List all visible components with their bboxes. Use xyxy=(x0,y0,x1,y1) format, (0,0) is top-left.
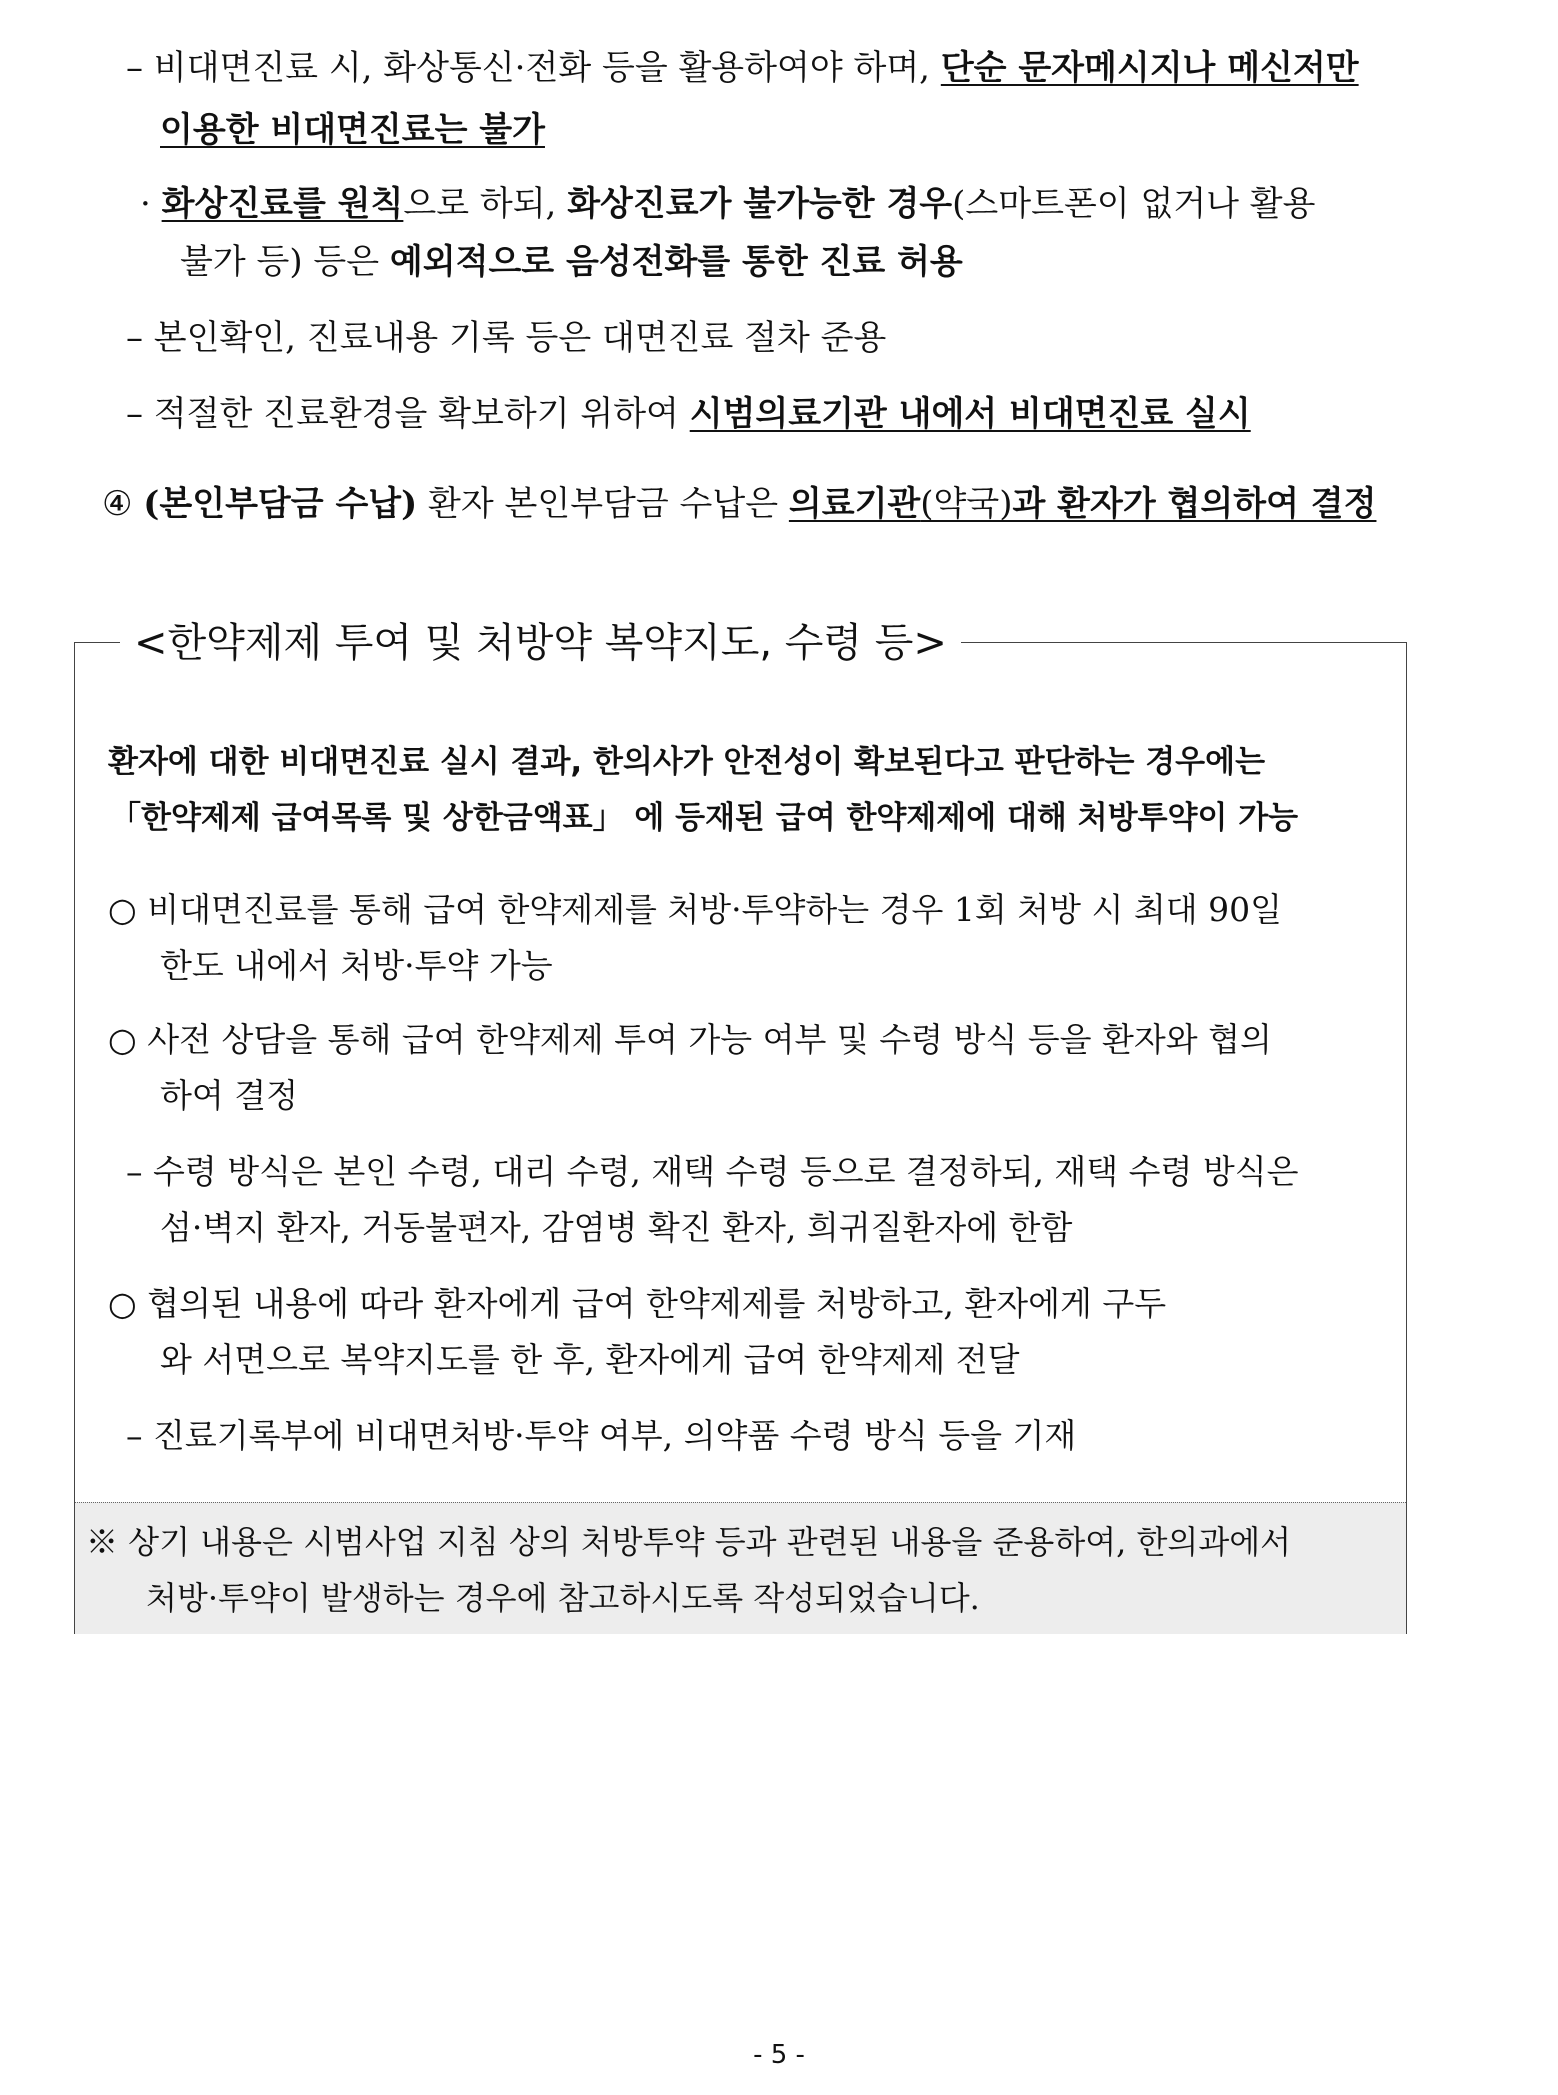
top-line-3: · 화상진료를 원칙으로 하되, 화상진료가 불가능한 경우(스마트폰이 없거나 활용 xyxy=(140,184,1316,224)
info-box xyxy=(74,642,1407,1634)
top-line-4: 불가 등) 등은 예외적으로 음성전화를 통한 진료 허용 xyxy=(180,242,963,282)
top-line-5: – 본인확인, 진료내용 기록 등은 대면진료 절차 준용 xyxy=(126,318,887,358)
box-item-2b: 하여 결정 xyxy=(160,1076,299,1115)
box-intro-line-2: 「한약제제 급여목록 및 상한금액표」 에 등재된 급여 한약제제에 대해 처방투약이 가능 xyxy=(110,800,1299,836)
box-item-5: – 진료기록부에 비대면처방·투약 여부, 의약품 수령 방식 등을 기재 xyxy=(126,1416,1077,1455)
box-item-1a: ○ 비대면진료를 통해 급여 한약제제를 처방·투약하는 경우 1회 처방 시 최대 90일 xyxy=(108,890,1282,929)
page-number: - 5 - xyxy=(753,2040,805,2070)
box-item-3b: 섬·벽지 환자, 거동불편자, 감염병 확진 환자, 희귀질환자에 한함 xyxy=(160,1208,1073,1247)
emphasis-text: 단순 문자메시지나 메신저만 xyxy=(940,48,1359,88)
box-intro-line-1: 환자에 대한 비대면진료 실시 결과, 한의사가 안전성이 확보된다고 판단하는 경우에는 xyxy=(108,744,1266,780)
note-line-2: 처방·투약이 발생하는 경우에 참고하시도록 작성되었습니다. xyxy=(146,1579,980,1617)
box-title: <한약제제 투여 및 처방약 복약지도, 수령 등> xyxy=(120,618,961,668)
top-line-7: ④ (본인부담금 수납) 환자 본인부담금 수납은 의료기관(약국)과 환자가 협의하여 결정 xyxy=(102,484,1377,524)
top-line-1: – 비대면진료 시, 화상통신·전화 등을 활용하여야 하며, 단순 문자메시지나 메신저만 xyxy=(126,48,1359,88)
box-item-3a: – 수령 방식은 본인 수령, 대리 수령, 재택 수령 등으로 결정하되, 재택 수령 방식은 xyxy=(126,1152,1299,1191)
top-line-2: 이용한 비대면진료는 불가 xyxy=(160,110,545,150)
box-item-1b: 한도 내에서 처방·투약 가능 xyxy=(160,946,553,985)
note-line-1: ※ 상기 내용은 시범사업 지침 상의 처방투약 등과 관련된 내용을 준용하여, 한의과에서 xyxy=(86,1523,1292,1561)
top-line-6: – 적절한 진료환경을 확보하기 위하여 시범의료기관 내에서 비대면진료 실시 xyxy=(126,394,1251,434)
box-item-4a: ○ 협의된 내용에 따라 환자에게 급여 한약제제를 처방하고, 환자에게 구두 xyxy=(108,1284,1167,1323)
box-item-2a: ○ 사전 상담을 통해 급여 한약제제 투여 가능 여부 및 수령 방식 등을 환자와 협의 xyxy=(108,1020,1272,1059)
box-item-4b: 와 서면으로 복약지도를 한 후, 환자에게 급여 한약제제 전달 xyxy=(160,1340,1020,1379)
